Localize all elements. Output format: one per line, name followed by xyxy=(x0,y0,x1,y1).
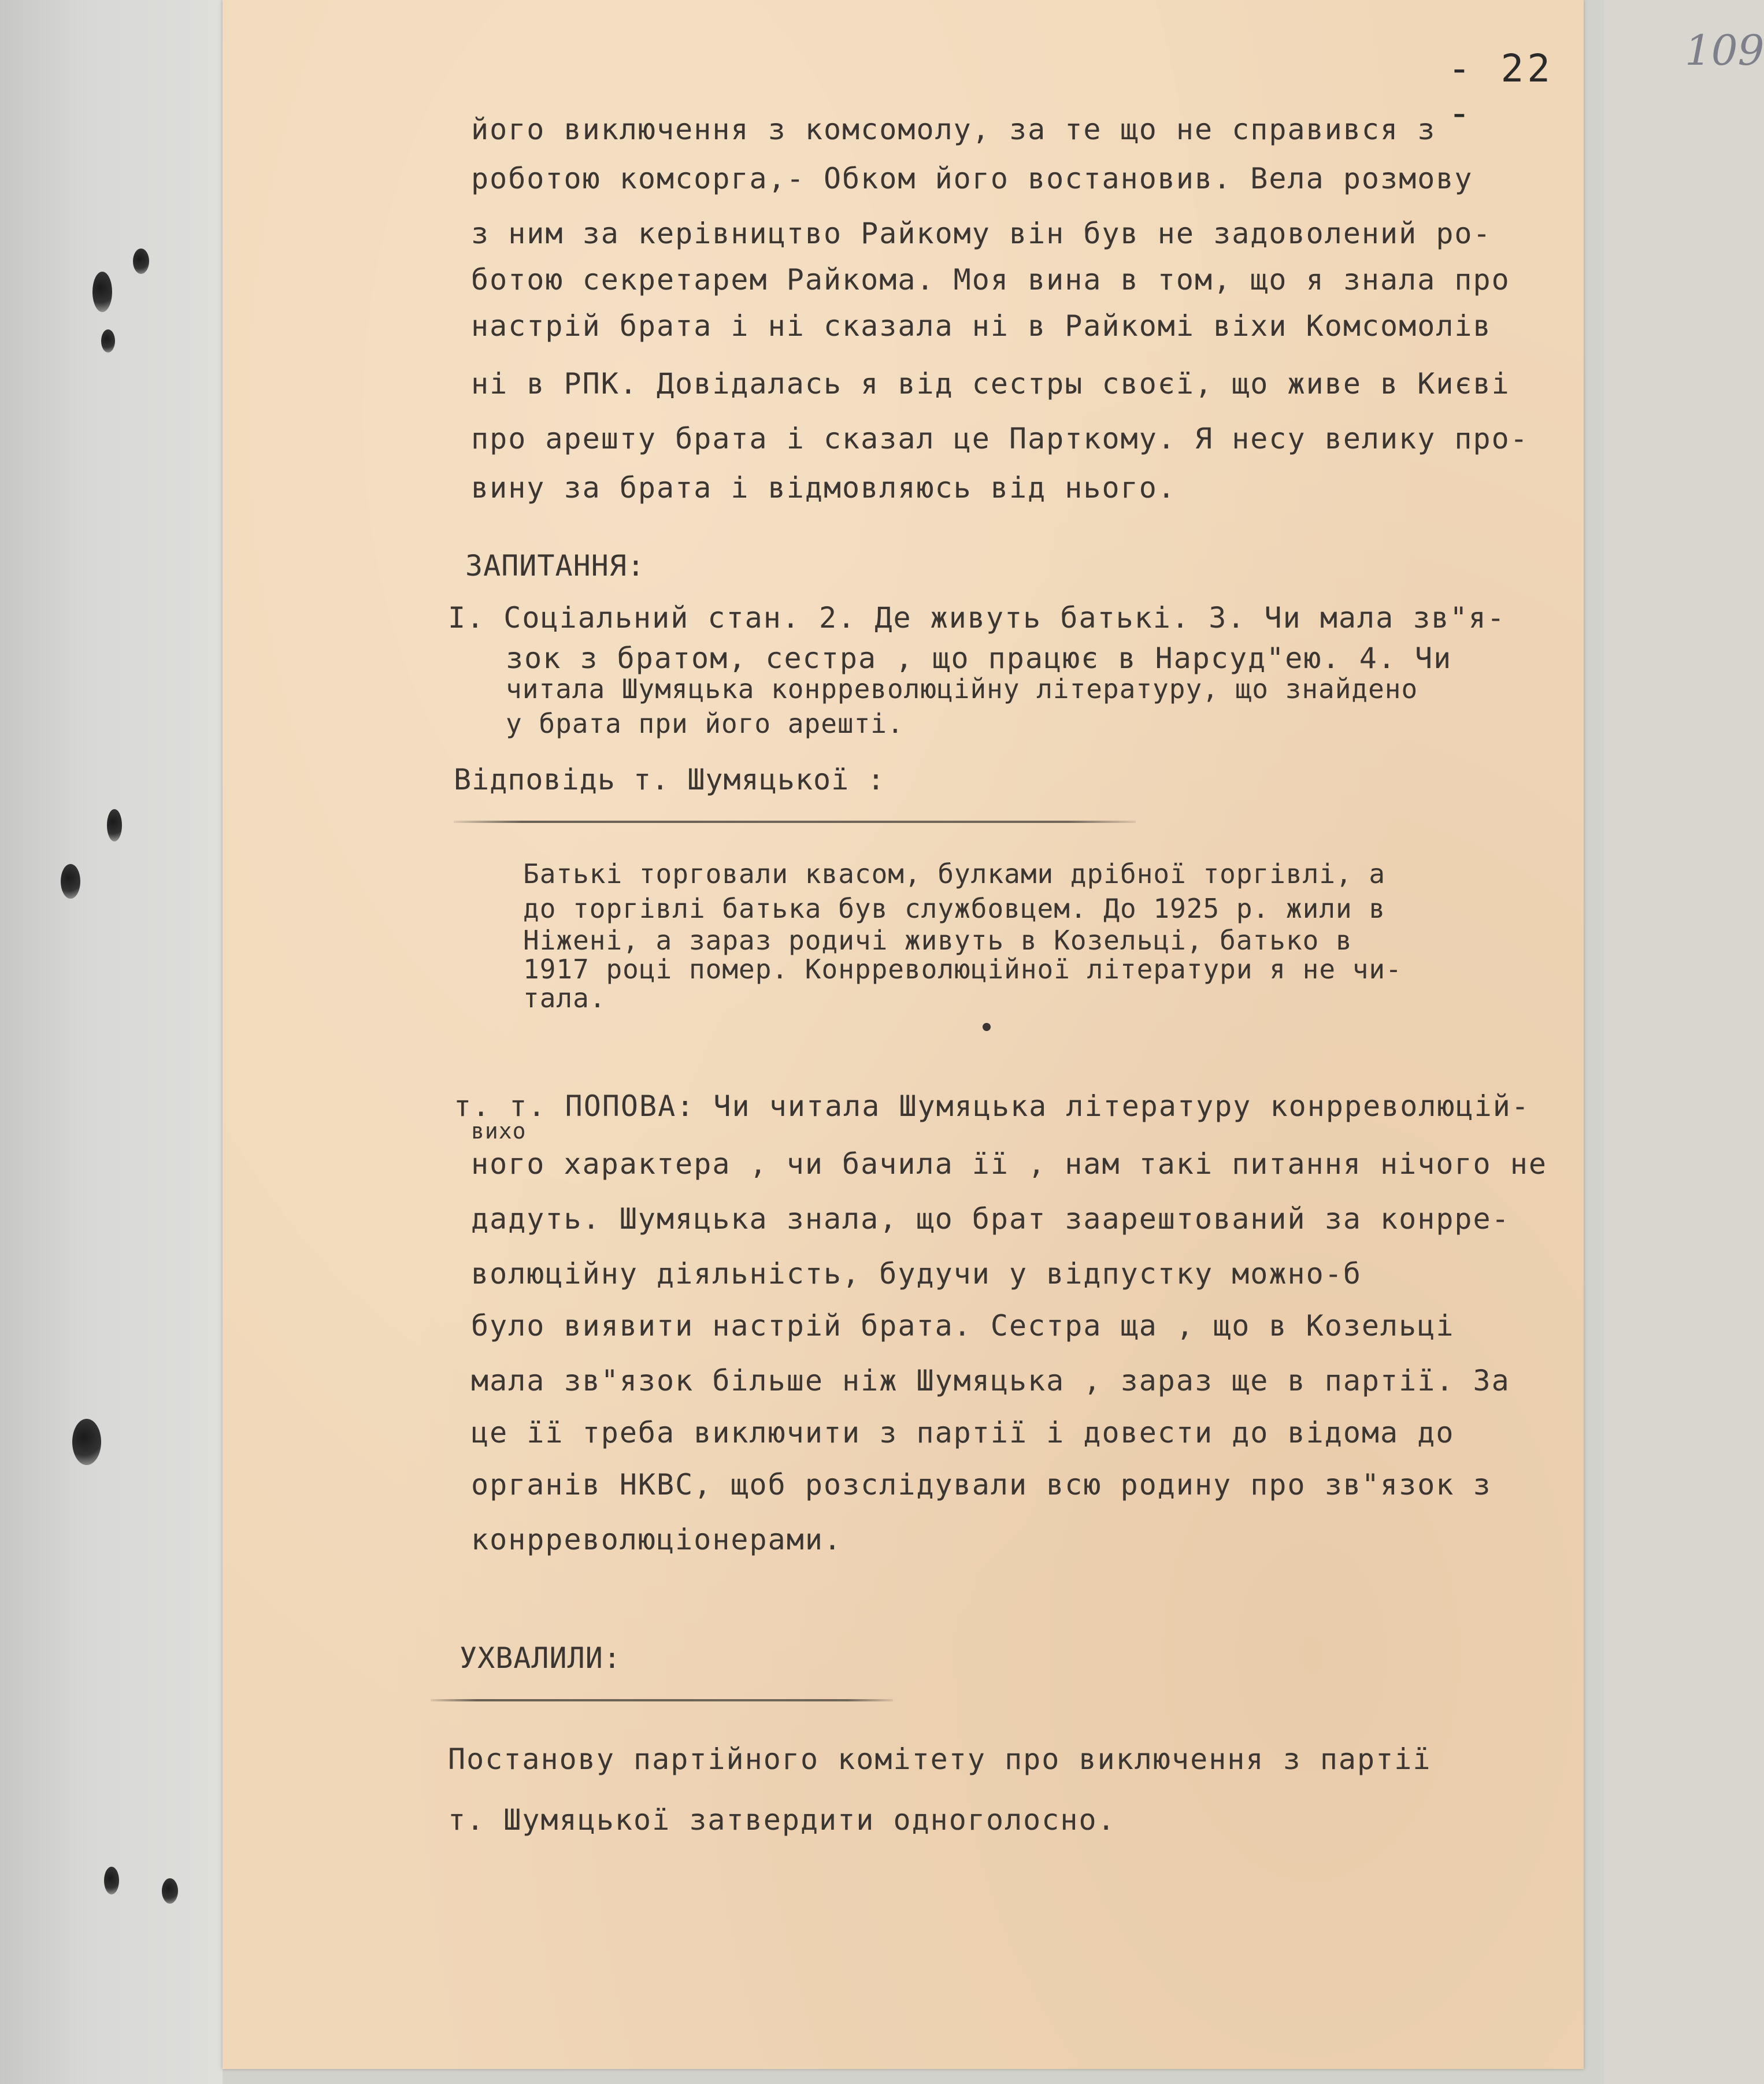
text-line: у брата при його арешті. xyxy=(506,708,904,739)
punch-hole xyxy=(72,1419,101,1465)
text-line: І. Соціальний стан. 2. Де живуть батькі. 3. Чи мала зв"я- xyxy=(448,601,1506,635)
answer-heading: Відповідь т. Шумяцької : xyxy=(454,763,885,796)
resolution-heading: УХВАЛИЛИ: xyxy=(459,1641,621,1675)
text-line: тала. xyxy=(523,982,606,1014)
punch-hole xyxy=(133,249,149,274)
text-line: ботою секретарем Райкома. Моя вина в том, що я знала про xyxy=(471,263,1510,296)
punch-hole xyxy=(107,809,122,841)
text-line: його виключення з комсомолу, за те що не справився з xyxy=(471,113,1436,146)
text-line: читала Шумяцька конрреволюційну літературу, що знайдено xyxy=(506,673,1418,704)
underline-rule xyxy=(431,1699,893,1701)
text-line: з ним за керівництво Райкому він був не задоволений ро- xyxy=(471,217,1492,250)
punch-hole xyxy=(101,329,115,353)
text-line: було виявити настрій брата. Сестра ща , що в Козельці xyxy=(471,1309,1455,1343)
text-line: органів НКВС, щоб розслідували всю родину про зв"язок з xyxy=(471,1468,1492,1501)
text-line: настрій брата і ні сказала ні в Райкомі віхи Комсомолів xyxy=(471,309,1492,343)
text-line: мала зв"язок більше ніж Шумяцька , зараз ще в партії. За xyxy=(471,1364,1510,1397)
page-number: - 22 - xyxy=(1448,46,1554,135)
questions-heading: ЗАПИТАННЯ: xyxy=(465,549,646,583)
margin-note: вихо xyxy=(471,1118,527,1144)
binding-strip xyxy=(0,0,223,2084)
text-line: т. т. ПОПОВА: Чи читала Шумяцька літературу конрреволюцій- xyxy=(454,1089,1530,1123)
text-line: Батькі торговали квасом, булками дрібної торгівлі, а xyxy=(523,858,1386,889)
text-line: про арешту брата і сказал це Парткому. Я несу велику про- xyxy=(471,422,1529,455)
text-line: 1917 році помер. Конрреволюційної літератури я не чи- xyxy=(523,954,1402,985)
text-line: т. Шумяцької затвердити одноголосно. xyxy=(448,1803,1116,1837)
ink-speck xyxy=(983,1023,991,1031)
text-line: волюційну діяльність, будучи у відпустку можно-б xyxy=(471,1257,1362,1291)
punch-hole xyxy=(104,1867,119,1894)
text-line: роботою комсорга,- Обком його востановив. Вела розмову xyxy=(471,162,1473,195)
archive-folio-number: 109 xyxy=(1685,26,1764,75)
text-line: до торгівлі батька був службовцем. До 1925 р. жили в xyxy=(523,893,1386,924)
text-line: ного характера , чи бачила її , нам такі питання нічого не xyxy=(471,1147,1547,1181)
text-line: вину за брата і відмовляюсь від нього. xyxy=(471,471,1176,505)
text-line: дадуть. Шумяцька знала, що брат заарештований за конрре- xyxy=(471,1202,1510,1236)
underline-rule xyxy=(454,821,1136,823)
text-line: зок з братом, сестра , що працює в Нарсуд"ею. 4. Чи xyxy=(506,641,1452,675)
text-line: ні в РПК. Довідалась я від сестры своєї, що живе в Києві xyxy=(471,367,1510,401)
punch-hole xyxy=(61,864,80,899)
text-line: Ніжені, а зараз родичі живуть в Козельці, батько в xyxy=(523,925,1352,956)
text-line: це її треба виключити з партії і довести до відома до xyxy=(471,1416,1455,1449)
text-line: конрреволюціонерами. xyxy=(471,1523,843,1556)
text-line: Постанову партійного комітету про виключення з партії xyxy=(448,1742,1432,1776)
document-page xyxy=(223,0,1764,2069)
punch-hole xyxy=(162,1878,178,1904)
punch-hole xyxy=(92,272,112,312)
